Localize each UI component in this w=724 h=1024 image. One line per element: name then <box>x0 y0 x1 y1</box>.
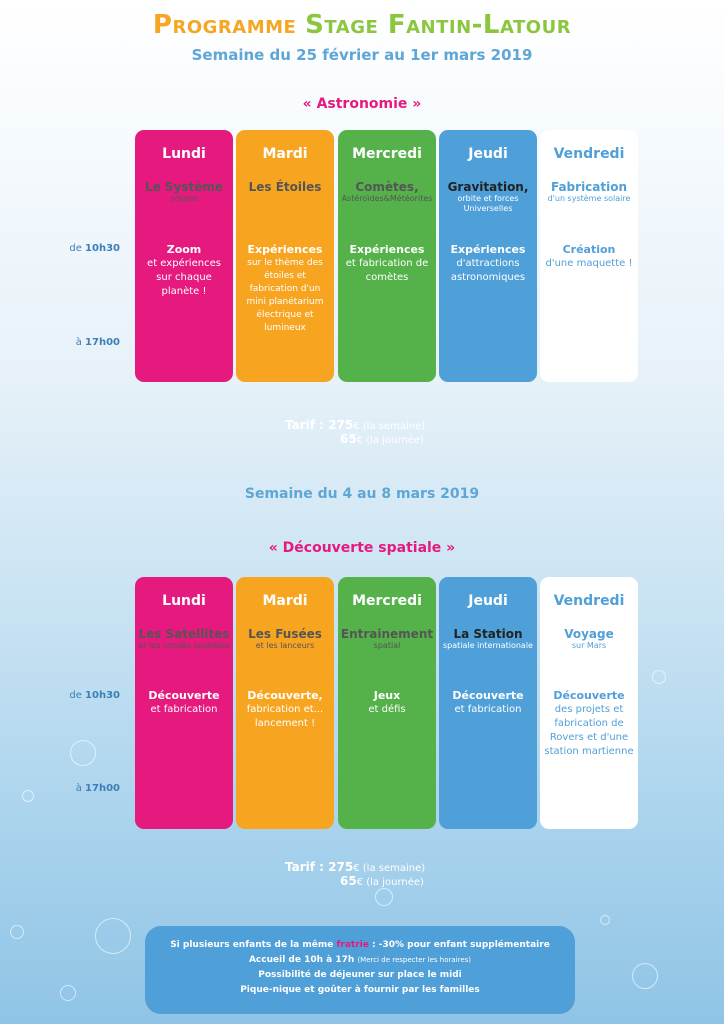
activity-title: La Station <box>453 627 523 641</box>
activity-desc: et défis <box>368 704 406 715</box>
bubble-decoration <box>375 888 393 906</box>
activity-title: Les Fusées <box>248 627 322 641</box>
activity-desc: d'une maquette ! <box>545 258 633 269</box>
week2-day-mercredi <box>338 577 436 829</box>
page-title <box>0 10 724 40</box>
week1-subtitle: Semaine du 25 février au 1er mars 2019 <box>191 46 533 64</box>
activity-desc: et expériences sur chaque planète ! <box>147 258 221 297</box>
day-label: Vendredi <box>553 146 625 162</box>
info-line-pique-nique: Pique-nique et goûter à fournir par les familles <box>240 985 480 995</box>
activity-desc-title: Expériences <box>349 243 425 256</box>
activity-desc: et fabrication <box>454 704 522 715</box>
bubble-decoration <box>60 985 76 1001</box>
week2-time-start: de 10h30 <box>69 690 120 701</box>
activity-title: Voyage <box>564 627 614 641</box>
week2-day-vendredi <box>540 577 638 829</box>
activity-title: Entrainement <box>340 627 434 641</box>
activity-desc: fabrication et... lancement ! <box>246 704 324 729</box>
activity-subtitle: spatial <box>373 641 401 650</box>
week1-theme: « Astronomie » <box>302 96 422 112</box>
week2-time-end: à 17h00 <box>75 783 120 794</box>
activity-title: Gravitation, <box>447 180 529 194</box>
info-line-accueil: Accueil de 10h à 17h (Merci de respecter les horaires) <box>248 955 472 965</box>
info-line-fratrie: Si plusieurs enfants de la même fratrie : -30% pour enfant supplémentaire <box>170 940 550 950</box>
bubble-decoration <box>632 963 658 989</box>
week1-time-end: à 17h00 <box>75 337 120 348</box>
activity-desc-title: Création <box>562 243 616 256</box>
day-label: Lundi <box>162 146 206 162</box>
day-label: Mardi <box>262 146 308 162</box>
week2-tarif: Tarif : 275€ (la semaine) 65€ (la journée) <box>285 860 426 888</box>
week2-day-lundi <box>135 577 233 829</box>
activity-title: Comètes, <box>355 180 419 194</box>
day-label: Mercredi <box>352 146 422 162</box>
activity-desc-title: Expériences <box>450 243 526 256</box>
title-stage: Stage Fantin-Latour <box>305 10 572 40</box>
activity-desc-title: Découverte <box>148 689 220 702</box>
day-label: Mardi <box>262 593 308 609</box>
week1-day-jeudi <box>439 130 537 382</box>
info-box <box>145 926 575 1014</box>
activity-desc: des projets et fabrication de Rovers et d'une station martienne <box>544 704 634 757</box>
bubble-decoration <box>652 670 666 684</box>
week1-day-vendredi <box>540 130 638 382</box>
day-label: Mercredi <box>352 593 422 609</box>
activity-desc: et fabrication <box>150 704 218 715</box>
activity-title: Les Étoiles <box>248 180 322 194</box>
week2-subtitle: Semaine du 4 au 8 mars 2019 <box>244 486 480 502</box>
activity-subtitle: sur Mars <box>571 641 607 650</box>
activity-desc-title: Découverte, <box>247 689 323 702</box>
bubble-decoration <box>10 925 24 939</box>
week1-time-start: de 10h30 <box>69 243 120 254</box>
activity-title: Les Satellites <box>138 627 230 641</box>
bubble-decoration <box>70 740 96 766</box>
activity-subtitle: solaire <box>170 194 198 203</box>
activity-subtitle: orbite et forces Universelles <box>457 194 519 213</box>
activity-subtitle: spatiale internationale <box>443 641 533 650</box>
day-label: Vendredi <box>553 593 625 609</box>
activity-desc: d'attractions astronomiques <box>450 258 526 283</box>
activity-desc-title: Expériences <box>247 243 323 256</box>
activity-desc: et fabrication de comètes <box>345 258 429 283</box>
activity-subtitle: Astéroïdes&Météorites <box>341 194 433 203</box>
activity-subtitle: et les sondes spatiales <box>138 641 230 650</box>
activity-desc-title: Découverte <box>452 689 524 702</box>
day-label: Jeudi <box>468 146 508 162</box>
bubble-decoration <box>95 918 131 954</box>
week1-day-lundi <box>135 130 233 382</box>
activity-desc-title: Zoom <box>166 243 202 256</box>
day-label: Jeudi <box>468 593 508 609</box>
bubble-decoration <box>22 790 34 802</box>
title-programme: Programme <box>152 10 297 40</box>
activity-desc-title: Découverte <box>553 689 625 702</box>
info-line-dejeuner: Possibilité de déjeuner sur place le midi <box>258 970 462 980</box>
week2-day-jeudi <box>439 577 537 829</box>
activity-title: Le Système <box>144 180 224 194</box>
week1-day-mercredi <box>338 130 436 382</box>
activity-desc-title: Jeux <box>373 689 401 702</box>
bubble-decoration <box>600 915 610 925</box>
week2-theme: « Découverte spatiale » <box>268 540 456 556</box>
week1-day-mardi <box>236 130 334 382</box>
activity-title: Fabrication <box>550 180 628 194</box>
week1-tarif: Tarif : 275€ (la semaine) 65€ (la journée) <box>285 418 426 446</box>
week2-day-mardi <box>236 577 334 829</box>
activity-subtitle: d'un système solaire <box>547 194 631 203</box>
activity-subtitle: et les lanceurs <box>255 641 315 650</box>
activity-desc: sur le thème des étoiles et fabrication d'un mini planétarium électrique et lumineux <box>246 258 324 333</box>
day-label: Lundi <box>162 593 206 609</box>
